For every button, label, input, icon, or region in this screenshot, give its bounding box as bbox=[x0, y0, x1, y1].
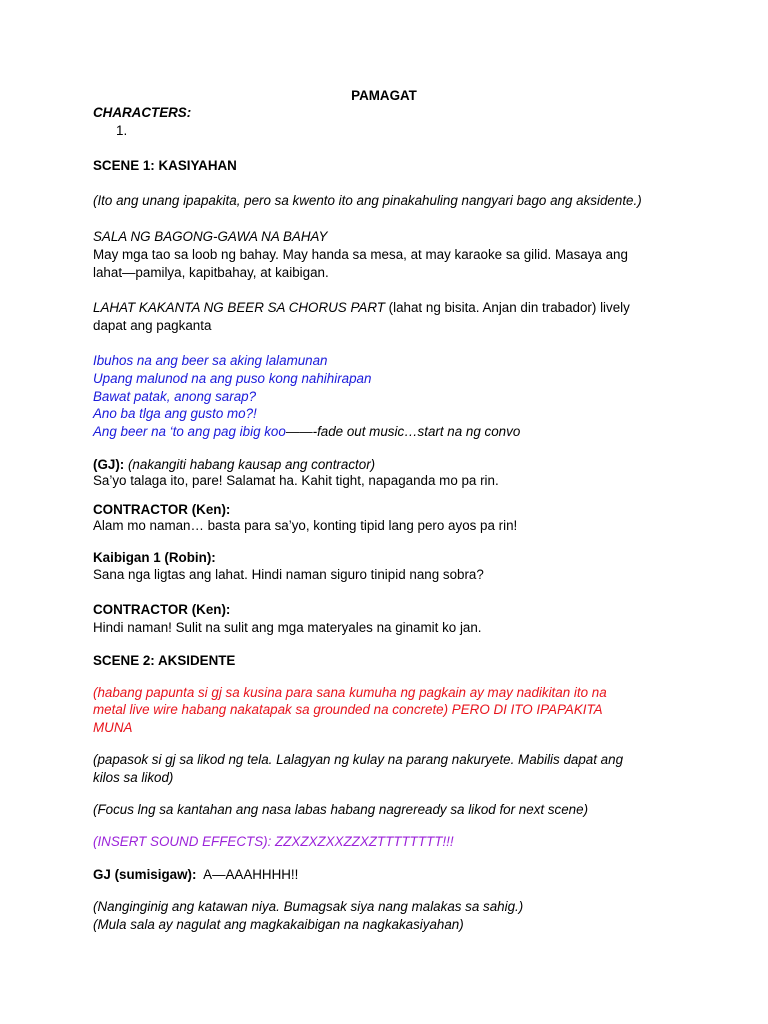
stage-direction: (papasok si gj sa likod ng tela. Lalagyan ng kulay na parang nakuryete. Mabilis dapat ang bbox=[93, 752, 624, 767]
song-direction-normal: (lahat ng bisita. Anjan din trabador) lively bbox=[384, 300, 630, 315]
scene1-setting: SALA NG BAGONG-GAWA NA BAHAY bbox=[93, 229, 328, 244]
stage-direction-red: MUNA bbox=[93, 720, 133, 735]
stage-direction: (Focus lng sa kantahan ang nasa labas habang nagreready sa likod for next scene) bbox=[93, 802, 589, 817]
stage-direction: kilos sa likod) bbox=[93, 770, 174, 785]
song-direction-italic: LAHAT KAKANTA NG BEER SA CHORUS PART bbox=[93, 300, 385, 315]
stage-direction: (Mula sala ay nagulat ang magkakaibigan na nagkakasiyahan) bbox=[93, 917, 464, 932]
fade-out-direction: ——-fade out music…start na ng convo bbox=[285, 424, 521, 439]
gj-scream-line bbox=[93, 866, 298, 883]
speaker-name: CONTRACTOR (Ken): bbox=[93, 502, 231, 517]
speaker-name: CONTRACTOR (Ken): bbox=[93, 602, 231, 617]
characters-list-item: 1. bbox=[116, 123, 128, 138]
stage-direction-red: metal live wire habang nakatapak sa grounded na concrete) PERO DI ITO IPAPAKITA bbox=[93, 702, 603, 717]
stage-direction-red: (habang papunta si gj sa kusina para sana kumuha ng pagkain ay may nadikitan ito na bbox=[93, 685, 607, 700]
characters-heading: CHARACTERS: bbox=[93, 105, 192, 120]
dialogue-line: Alam mo naman… basta para sa’yo, konting tipid lang pero ayos pa rin! bbox=[93, 518, 518, 533]
scene1-description-line: lahat—pamilya, kapitbahay, at kaibigan. bbox=[93, 265, 329, 280]
sound-effect-direction: (INSERT SOUND EFFECTS): ZZXZXZXXZZXZTTTTTTTT!!! bbox=[93, 834, 454, 849]
dialogue-line: Hindi naman! Sulit na sulit ang mga materyales na ginamit ko jan. bbox=[93, 620, 482, 635]
lyric-line: Ang beer na ‘to ang pag ibig koo bbox=[93, 424, 286, 439]
dialogue-line: Sana nga ligtas ang lahat. Hindi naman siguro tinipid nang sobra? bbox=[93, 567, 484, 582]
song-direction-line: dapat ang pagkanta bbox=[93, 318, 212, 333]
song-direction bbox=[93, 299, 630, 316]
lyric-line: Upang malunod na ang puso kong nahihirapan bbox=[93, 371, 372, 386]
scene1-description-line: May mga tao sa loob ng bahay. May handa sa mesa, at may karaoke sa gilid. Masaya ang bbox=[93, 247, 628, 262]
scene1-intro: (Ito ang unang ipapakita, pero sa kwento ito ang pinakahuling nangyari bago ang aksidente.) bbox=[93, 193, 642, 208]
lyric-line: Bawat patak, anong sarap? bbox=[93, 389, 257, 404]
dialogue-line: A—AAAHHHH!! bbox=[196, 867, 299, 882]
stage-direction: (Nanginginig ang katawan niya. Bumagsak siya nang malakas sa sahig.) bbox=[93, 899, 524, 914]
scene1-heading: SCENE 1: KASIYAHAN bbox=[93, 158, 237, 173]
speaker-name: Kaibigan 1 (Robin): bbox=[93, 550, 216, 565]
scene2-heading: SCENE 2: AKSIDENTE bbox=[93, 653, 236, 668]
gj-dialogue-header bbox=[93, 456, 375, 473]
document-title: PAMAGAT bbox=[351, 88, 417, 103]
stage-direction: (nakangiti habang kausap ang contractor) bbox=[124, 457, 376, 472]
lyric-line: Ano ba tlga ang gusto mo?! bbox=[93, 406, 257, 421]
lyric-line-last bbox=[93, 423, 520, 440]
speaker-name: (GJ): bbox=[93, 457, 125, 472]
speaker-name: GJ (sumisigaw): bbox=[93, 867, 197, 882]
lyric-line: Ibuhos na ang beer sa aking lalamunan bbox=[93, 353, 328, 368]
dialogue-line: Sa’yo talaga ito, pare! Salamat ha. Kahit tight, napaganda mo pa rin. bbox=[93, 473, 499, 488]
